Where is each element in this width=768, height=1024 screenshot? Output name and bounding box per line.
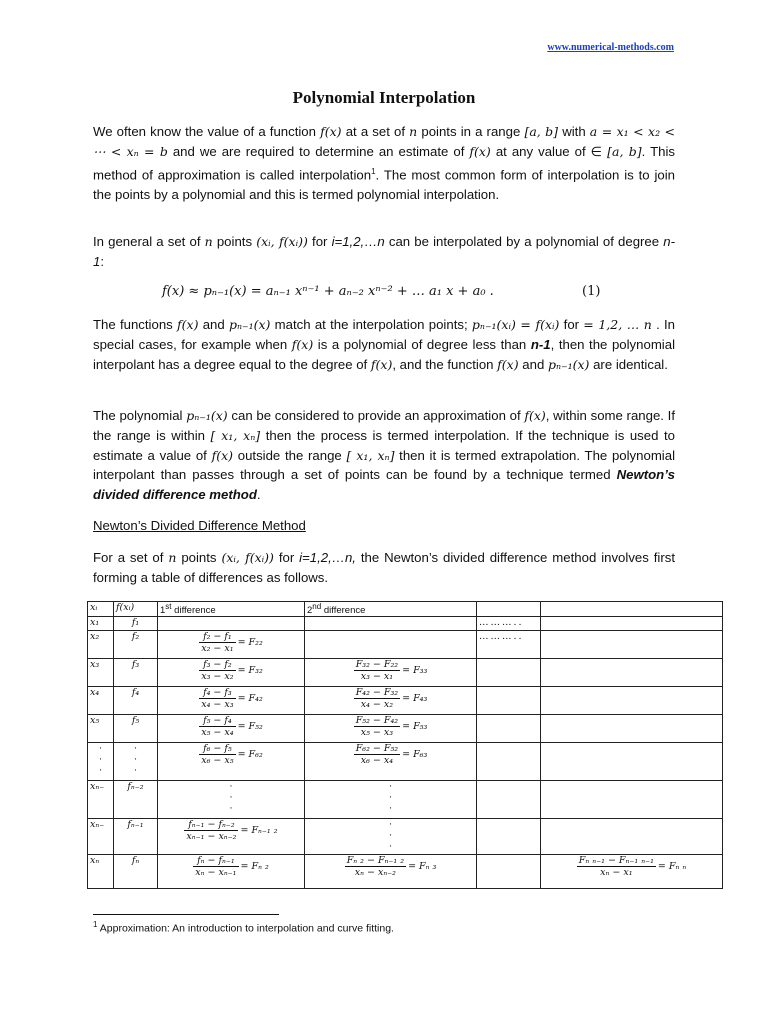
cell-f: fₙ <box>114 855 158 889</box>
cell-x: xₙ₋ <box>88 819 114 855</box>
cell-difference: $\frac{\text{F₃₂ − F₂₂}}{\text{x₃ − x₁}}$ = F₃₃ <box>305 659 477 687</box>
footnote: $^1$ Approximation: An introduction to interpolation and curve fitting. <box>93 920 394 935</box>
cell-vdots: · · · <box>88 743 114 781</box>
cell-dots: ……….. <box>477 617 541 631</box>
cell-x: x₁ <box>88 617 114 631</box>
cell <box>305 617 477 631</box>
cell <box>477 659 541 687</box>
cell-f: f₄ <box>114 687 158 715</box>
cell-difference: $\frac{\text{F₅₂ − F₄₂}}{\text{x₅ − x₃}}$ = F₅₃ <box>305 715 477 743</box>
table-row <box>88 631 723 659</box>
cell-difference: $\frac{\text{f₄ − f₃}}{\text{x₄ − x₃}}$ = F₄₂ <box>158 687 305 715</box>
cell-f: f₂ <box>114 631 158 659</box>
divided-difference-table <box>87 601 723 889</box>
header-blank <box>541 602 723 617</box>
cell <box>541 659 723 687</box>
cell <box>477 855 541 889</box>
paragraph-functions: The functions f(x) and pₙ₋₁(x) match at the interpolation points; pₙ₋₁(xᵢ) = f(xᵢ) for = 1,2, … n . In special cases, for example when f(x) is a polynomial of degree less than n-1, then the polynomial interpolant has a degree equal to the degree of f(x), and the function f(x) and pₙ₋₁(x) are identical. <box>93 317 675 372</box>
cell <box>158 617 305 631</box>
paragraph-method: For a set of n points (xᵢ, f(xᵢ)) for i=1,2,…n, the Newton’s divided difference method involves first forming a table of differences as follows. <box>93 550 675 585</box>
cell-x: x₂ <box>88 631 114 659</box>
equation-expression: f(x) ≈ pₙ₋₁(x) = aₙ₋₁ xⁿ⁻¹ + aₙ₋₂ xⁿ⁻² + … a₁ x + a₀ . <box>162 284 494 299</box>
cell <box>541 819 723 855</box>
header-x: xᵢ <box>88 602 114 617</box>
cell-f: f₅ <box>114 715 158 743</box>
cell <box>305 631 477 659</box>
page-title: Polynomial Interpolation <box>292 88 476 107</box>
header-1st-difference: 1st difference <box>158 602 305 617</box>
cell <box>541 715 723 743</box>
footnote-divider <box>93 914 279 915</box>
cell <box>541 687 723 715</box>
cell-difference: $\frac{\text{fₙ − fₙ₋₁}}{\text{xₙ − xₙ₋₁}}$ = Fₙ ₂ <box>158 855 305 889</box>
cell-difference: $\frac{\text{f₃ − f₂}}{\text{x₃ − x₂}}$ = F₃₂ <box>158 659 305 687</box>
table-row <box>88 855 723 889</box>
paragraph-intro: We often know the value of a function f(x) at a set of n points in a range [a, b] with a = x₁ < x₂ < ⋯ < xₙ = b and we are required to determine an estimate of f(x) at any value of ∈ [a, b]. This method of approximation is called interpolation$^1$. The most common form of interpolation is to join the points by a polynomial and this is termed polynomial interpolation. <box>93 124 676 202</box>
table-row <box>88 687 723 715</box>
cell-difference: $\frac{\text{Fₙ ₂ − Fₙ₋₁ ₂}}{\text{xₙ − xₙ₋₂}}$ = Fₙ ₃ <box>305 855 477 889</box>
cell <box>477 715 541 743</box>
paragraph-general: In general a set of n points (xᵢ, f(xᵢ)) for i=1,2,…n can be interpolated by a polynomial of degree n-1: <box>93 234 675 269</box>
cell-x: x₄ <box>88 687 114 715</box>
cell <box>541 743 723 781</box>
cell-difference: $\frac{\text{F₄₂ − F₃₂}}{\text{x₄ − x₂}}$ = F₄₃ <box>305 687 477 715</box>
cell-f: fₙ₋₁ <box>114 819 158 855</box>
cell-vdots: · · · <box>305 781 477 819</box>
cell <box>477 687 541 715</box>
cell-x: x₃ <box>88 659 114 687</box>
cell-f: f₃ <box>114 659 158 687</box>
cell-x: xₙ <box>88 855 114 889</box>
cell-difference: $\frac{\text{Fₙ ₙ₋₁ − Fₙ₋₁ ₙ₋₁}}{\text{xₙ − x₁}}$ = Fₙ ₙ <box>541 855 723 889</box>
header-f: f(xᵢ) <box>114 602 158 617</box>
cell-f: fₙ₋₂ <box>114 781 158 819</box>
cell-x: xₙ₋ <box>88 781 114 819</box>
cell-difference: $\frac{\text{f₂ − f₁}}{\text{x₂ − x₁}}$ = F₂₂ <box>158 631 305 659</box>
cell-f: f₁ <box>114 617 158 631</box>
table-row <box>88 715 723 743</box>
cell <box>477 781 541 819</box>
cell-difference: $\frac{\text{fₙ₋₁ − fₙ₋₂}}{\text{xₙ₋₁ − xₙ₋₂}}$ = Fₙ₋₁ ₂ <box>158 819 305 855</box>
table-row <box>88 781 723 819</box>
cell-difference: $\frac{\text{f₅ − f₄}}{\text{x₅ − x₄}}$ = F₅₂ <box>158 715 305 743</box>
paragraph-approximation: The polynomial pₙ₋₁(x) can be considered to provide an approximation of f(x), within some range. If the range is within [ x₁, xₙ] then the process is termed interpolation. If the technique is used to estimate a value of f(x) outside the range [ x₁, xₙ] then it is termed extrapolation. The polynomial interpolant than passes through a set of points can be found by a technique termed Newton’s divided difference method. <box>93 408 676 503</box>
table-row <box>88 617 723 631</box>
cell-x: x₅ <box>88 715 114 743</box>
cell <box>541 781 723 819</box>
section-heading: Newton’s Divided Difference Method <box>93 518 306 533</box>
footnote-ref[interactable]: 1 <box>371 166 376 176</box>
equation-number: (1) <box>582 284 601 299</box>
cell-difference: $\frac{\text{f₆ − f₅}}{\text{x₆ − x₅}}$ = F₆₂ <box>158 743 305 781</box>
cell-dots: ……….. <box>477 631 541 659</box>
cell <box>477 743 541 781</box>
cell <box>541 631 723 659</box>
table-row <box>88 819 723 855</box>
cell-vdots: · · · <box>305 819 477 855</box>
table-row <box>88 659 723 687</box>
table-header-row <box>88 602 723 617</box>
header-2nd-difference: 2nd difference <box>305 602 477 617</box>
site-link[interactable]: www.numerical-methods.com <box>547 42 674 53</box>
cell-vdots: · · · <box>114 743 158 781</box>
cell-vdots: · · · <box>158 781 305 819</box>
cell <box>541 617 723 631</box>
table-row <box>88 743 723 781</box>
cell <box>477 819 541 855</box>
cell-difference: $\frac{\text{F₆₂ − F₅₂}}{\text{x₆ − x₄}}$ = F₆₃ <box>305 743 477 781</box>
header-blank <box>477 602 541 617</box>
